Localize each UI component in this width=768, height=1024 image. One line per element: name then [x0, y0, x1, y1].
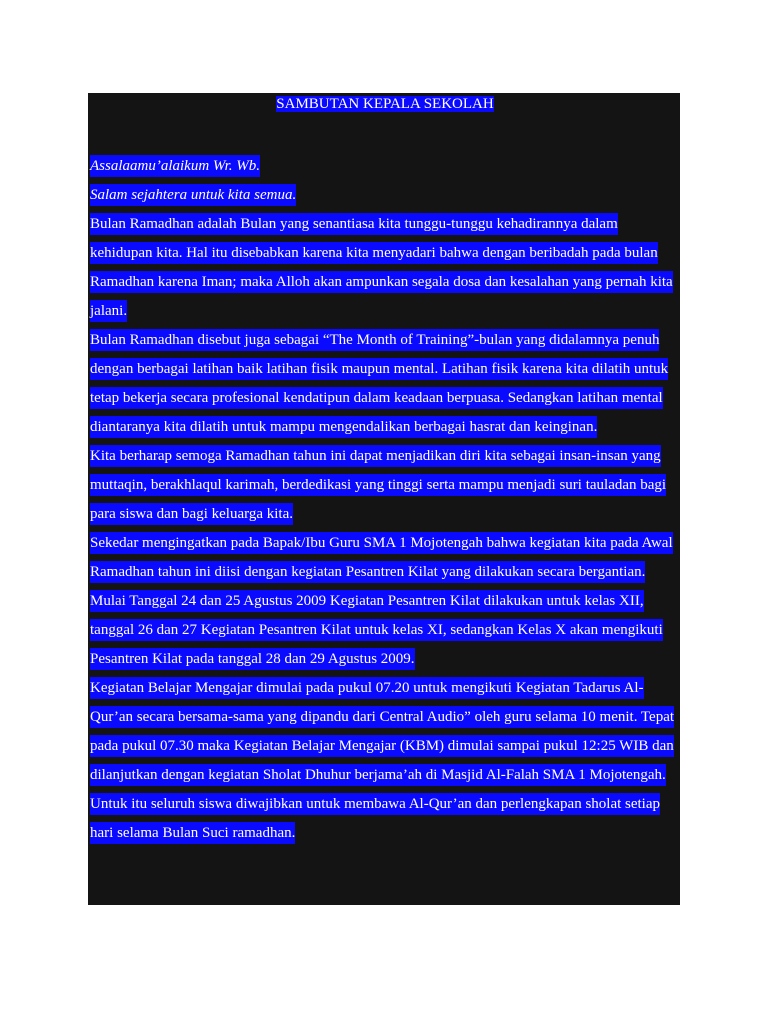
greeting-text: Salam sejahtera untuk kita semua.	[90, 184, 296, 206]
paragraph	[90, 529, 678, 587]
paragraph	[90, 674, 678, 848]
paragraph-text: Kegiatan Belajar Mengajar dimulai pada pukul 07.20 untuk mengikuti Kegiatan Tadarus Al-Qur’an secara bersama-sama yang dipandu dari Central Audio” oleh guru selama 10 menit. Tepat pada pukul 07.30 maka Kegiatan Belajar Mengajar (KBM) dimulai sampai pukul 12:25 WIB dan dilanjutkan dengan kegiatan Sholat Dhuhur berjama’ah di Masjid Al-Falah SMA 1 Mojotengah. Untuk itu seluruh siswa diwajibkan untuk membawa Al-Qur’an dan perlengkapan sholat setiap hari selama Bulan Suci ramadhan.	[90, 677, 674, 844]
document-body	[90, 152, 678, 848]
title-line	[90, 94, 680, 116]
document-title: SAMBUTAN KEPALA SEKOLAH	[276, 96, 494, 112]
greeting-line	[90, 181, 678, 210]
paragraph	[90, 442, 678, 529]
paragraph-text: Mulai Tanggal 24 dan 25 Agustus 2009 Kegiatan Pesantren Kilat dilakukan untuk kelas XII, tanggal 26 dan 27 Kegiatan Pesantren Kilat untuk kelas XI, sedangkan Kelas X akan mengikuti Pesantren Kilat pada tanggal 28 dan 29 Agustus 2009.	[90, 590, 663, 670]
paragraph	[90, 326, 678, 442]
document-page	[88, 93, 680, 905]
paragraph	[90, 210, 678, 326]
paragraph	[90, 587, 678, 674]
greeting-line	[90, 152, 678, 181]
paragraph-text: Bulan Ramadhan adalah Bulan yang senantiasa kita tunggu-tunggu kehadirannya dalam kehidupan kita. Hal itu disebabkan karena kita menyadari bahwa dengan beribadah pada bulan Ramadhan karena Iman; maka Alloh akan ampunkan segala dosa dan kesalahan yang pernah kita jalani.	[90, 213, 673, 322]
paragraph-text: Bulan Ramadhan disebut juga sebagai “The Month of Training”-bulan yang didalamnya penuh dengan berbagai latihan baik latihan fisik maupun mental. Latihan fisik karena kita dilatih untuk tetap bekerja secara profesional kendatipun dalam keadaan berpuasa. Sedangkan latihan mental diantaranya kita dilatih untuk mampu mengendalikan berbagai hasrat dan keinginan.	[90, 329, 668, 438]
paragraph-text: Kita berharap semoga Ramadhan tahun ini dapat menjadikan diri kita sebagai insan-insan yang muttaqin, berakhlaqul karimah, berdedikasi yang tinggi serta mampu menjadi suri tauladan bagi para siswa dan bagi keluarga kita.	[90, 445, 666, 525]
paragraph-text: Sekedar mengingatkan pada Bapak/Ibu Guru SMA 1 Mojotengah bahwa kegiatan kita pada Awal Ramadhan tahun ini diisi dengan kegiatan Pesantren Kilat yang dilakukan secara bergantian.	[90, 532, 673, 583]
greeting-text: Assalaamu’alaikum Wr. Wb.	[90, 155, 260, 177]
title-spacer	[90, 116, 680, 152]
